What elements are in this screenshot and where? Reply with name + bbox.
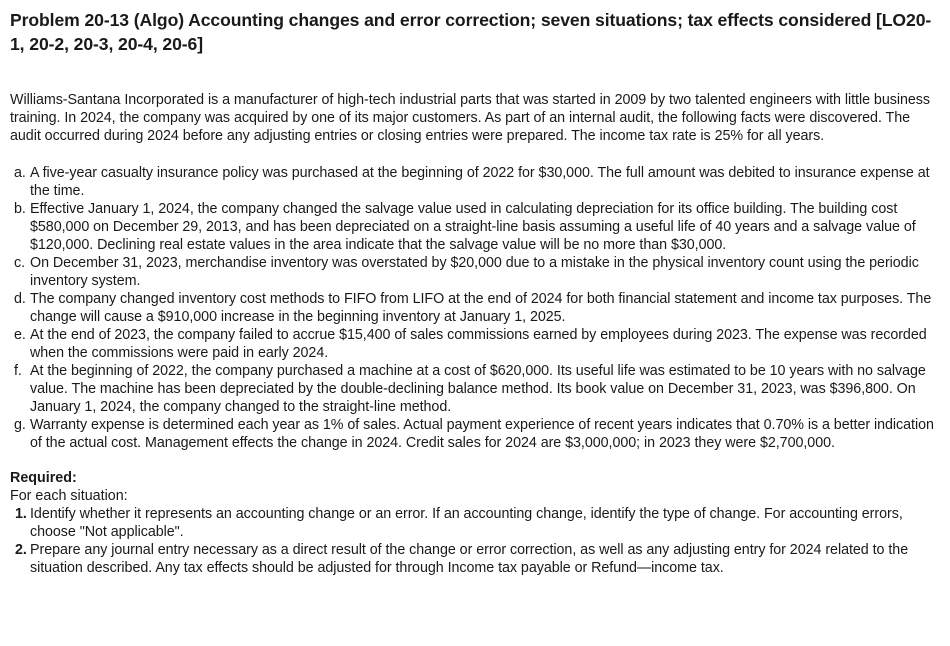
situation-letter: g.	[14, 417, 26, 433]
situation-text: At the end of 2023, the company failed to accrue $15,400 of sales commissions earned by employees during 2023. The expense was recorded when the commissions were paid in early 2024.	[30, 327, 927, 361]
required-subheading: For each situation:	[10, 488, 128, 504]
required-number: 1.	[15, 506, 27, 522]
situation-item	[10, 164, 944, 200]
required-item	[10, 541, 944, 577]
required-text: Identify whether it represents an accounting change or an error. If an accounting change, identify the type of change. For accounting errors, choose "Not applicable".	[30, 506, 903, 540]
situation-text: The company changed inventory cost methods to FIFO from LIFO at the end of 2024 for both financial statement and income tax purposes. The change will cause a $910,000 increase in the beginning inventory at January 1, 2025.	[30, 291, 932, 325]
situation-list	[10, 164, 944, 452]
situation-item	[10, 362, 944, 416]
required-item	[10, 505, 944, 541]
situation-letter: c.	[14, 255, 26, 271]
situation-letter: d.	[14, 291, 26, 307]
required-list	[10, 505, 944, 577]
situation-letter: a.	[14, 165, 26, 181]
problem-intro: Williams-Santana Incorporated is a manufacturer of high-tech industrial parts that was started in 2009 by two talented engineers with little business training. In 2024, the company was acquired by one of its major customers. As part of an internal audit, the following facts were discovered. The audit occurred during 2024 before any adjusting entries or closing entries were prepared. The income tax rate is 25% for all years.	[10, 92, 930, 144]
required-number: 2.	[15, 542, 27, 558]
situation-item	[10, 326, 944, 362]
situation-letter: e.	[14, 327, 26, 343]
required-text: Prepare any journal entry necessary as a direct result of the change or error correction, as well as any adjusting entry for 2024 related to the situation described. Any tax effects should be adjusted for through Income tax payable or Refund—income tax.	[30, 542, 909, 576]
situation-item	[10, 254, 944, 290]
situation-item	[10, 416, 944, 452]
situation-text: On December 31, 2023, merchandise inventory was overstated by $20,000 due to a mistake in the physical inventory count using the periodic inventory system.	[30, 255, 919, 289]
situation-item	[10, 290, 944, 326]
problem-title: Problem 20-13 (Algo) Accounting changes and error correction; seven situations; tax effects considered [LO20-1, 20-2, 20-3, 20-4, 20-6]	[10, 10, 932, 54]
situation-text: Warranty expense is determined each year as 1% of sales. Actual payment experience of recent years indicates that 0.70% is a better indication of the actual cost. Management effects the change in 2024. Credit sales for 2024 are $3,000,000; in 2023 they were $2,700,000.	[30, 417, 934, 451]
situation-text: Effective January 1, 2024, the company changed the salvage value used in calculating depreciation for its office building. The building cost $580,000 on December 29, 2013, and has been depreciated on a straight-line basis assuming a useful life of 40 years and a salvage value of $120,000. Declining real estate values in the area indicate that the salvage value will be no more than $30,000.	[30, 201, 916, 253]
situation-letter: b.	[14, 201, 26, 217]
situation-text: A five-year casualty insurance policy was purchased at the beginning of 2022 for $30,000. The full amount was debited to insurance expense at the time.	[30, 165, 930, 199]
required-heading: Required:	[10, 470, 77, 486]
situation-item	[10, 200, 944, 254]
situation-letter: f.	[14, 363, 22, 379]
situation-text: At the beginning of 2022, the company purchased a machine at a cost of $620,000. Its useful life was estimated to be 10 years with no salvage value. The machine has been depreciated by the double-declining balance method. Its book value on December 31, 2023, was $396,800. On January 1, 2024, the company changed to the straight-line method.	[30, 363, 926, 415]
